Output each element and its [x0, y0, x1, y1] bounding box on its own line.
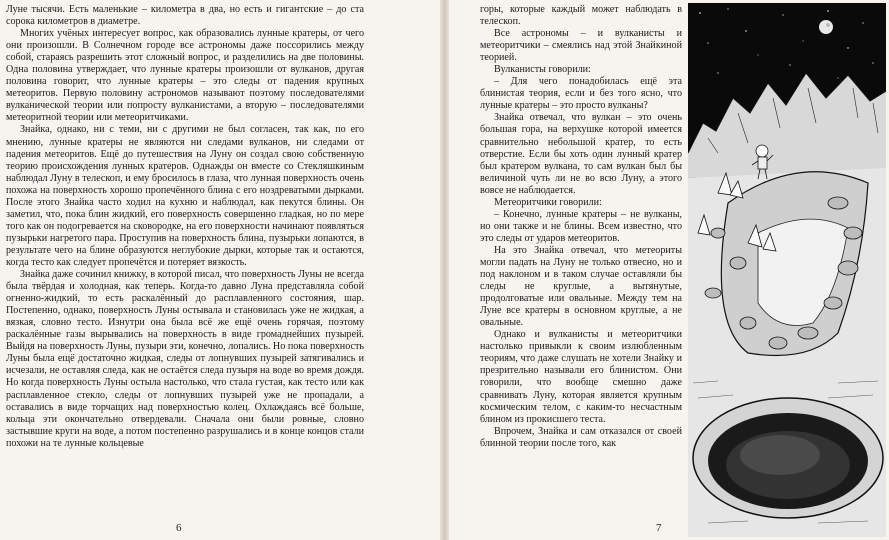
paragraph: Многих учёных интересует вопрос, как образовались лунные кратеры, от чего они произошли. В Солнечном городе все астрономы даже поссорились между собой, стараясь разрешить этот сложный вопрос, и разделились на две половины. Одна половина утверждает, что лунные кратеры произошли от вулканов, другая половина говорит, что лунные кратеры – это следы от падения крупных метеоритов. Первую половину астрономов называют поэтому последователями вулканической теории или попросту вулканистами, а вторую – последователями метеоритной теории или метеоритчиками. [6, 28, 364, 124]
paragraph: Знайка отвечал, что вулкан – это очень большая гора, на верхушке которой имеется сравнительно небольшой кратер, то есть отверстие. Если бы хоть один лунный кратер был кратером вулкана, то сам вулкан был бы величиной чуть ли не во всю Луну, а этого вовсе не наблюдается. [480, 112, 682, 196]
book-gutter [440, 0, 449, 540]
page-number-left: 6 [176, 522, 182, 534]
paragraph: Вулканисты говорили: [494, 64, 591, 76]
planet-icon [819, 20, 833, 34]
paragraph: На это Знайка отвечал, что метеориты могли падать на Луну не только отвесно, но и под наклоном и в таком случае оставляли бы следы не круглые, а вытянутые, продолговатые или овальные. Между тем на Луне все кратеры в основном круглые, а не овальные. [480, 244, 682, 329]
moon-surface-illustration [688, 3, 886, 537]
paragraph: горы, которые каждый может наблюдать в телескоп. [480, 4, 682, 28]
left-page-text [6, 4, 364, 450]
paragraph: – Для чего понадобилась ещё эта блинистая теория, если и без того ясно, что лунные кратеры – это просто вулканы? [480, 76, 682, 112]
paragraph: – Конечно, лунные кратеры – не вулканы, но они также и не блины. Всем известно, что это следы от ударов метеоритов. [480, 208, 682, 244]
paragraph: Знайка даже сочинил книжку, в которой писал, что поверхность Луны не всегда была твёрдая и холодная, как теперь. Когда-то давно Луна представляла собой огненно-жидкий, то есть раскалённый до расплавленного состояния, шар. Постепенно, однако, поверхность Луны остывала и становилась уже не жидкая, а вязкая, словно тесто. Изнутри она была всё же ещё очень горячая, поэтому раскалённые газы вырывались на поверхность в виде громаднейших пузырей. Выйдя на поверхность Луны, пузыри эти, конечно, лопались. Но пока поверхность Луны была ещё достаточно жидкая, следы от лопнувших пузырей затягивались и исчезали, не оставляя следа, как не остаётся следа пузыря на воде во время дождя. Но когда поверхность Луны остыла настолько, что стала густая, как тесто или как расплавленное стекло, следы от лопнувших пузырей уже не пропадали, а оставались в виде торчащих над поверхностью колец. Охлаждаясь всё больше, кольца эти окончательно отвердевали. Сначала они были ровные, словно застывшие круги на воде, а потом постепенно разрушались и в конце концов стали похожи на те лунные кольцевые [6, 269, 364, 449]
right-page-text [480, 4, 682, 450]
paragraph: Луне тысячи. Есть маленькие – километра в два, но есть и гигантские – до ста сорока километров в диаметре. [6, 4, 364, 28]
paragraph: Однако и вулканисты и метеоритчики настолько привыкли к своим излюбленным теориям, что даже слушать не хотели Знайку и презрительно называли его блинистом. Они говорили, что вообще смешно даже сравнивать Луну, которая является крупным космическим телом, с каким-то несчастным блином из прокисшего теста. [480, 329, 682, 425]
paragraph: Знайка, однако, ни с теми, ни с другими не был согласен, так как, по его мнению, лунные кратеры не являются ни следами вулканов, ни следами от падения метеоритов. Ещё до путешествия на Луну он создал свою собственную теорию происхождения лунных кратеров. Однажды он вместе со Стекляшкиным наблюдал Луну в телескоп, и ему бросилось в глаза, что лунная поверхность очень похожа на поверхность хорошо пропечённого блина с его ноздреватыми дырками. После этого Знайка часто ходил на кухню и наблюдал, как пекутся блины. Он заметил, что, пока блин жидкий, его поверхность совершенно гладкая, но по мере того как он подогревается на сковородке, на его поверхности начинают появляться пузырьки нагретого пара. Проступив на поверхность блина, пузырьки лопаются, в результате чего на блине образуются неглубокие дырки, которые так и остаются, когда тесто как следует пропечётся и потеряет вязкость. [6, 124, 364, 268]
page-number-right: 7 [656, 522, 662, 534]
paragraph: Впрочем, Знайка и сам отказался от своей блинной теории после того, как [480, 425, 682, 449]
paragraph: Все астрономы – и вулканисты и метеоритчики – смеялись над этой Знайкиной теорией. [480, 28, 682, 64]
large-crater [693, 398, 883, 518]
paragraph: Метеоритчики говорили: [494, 196, 602, 208]
